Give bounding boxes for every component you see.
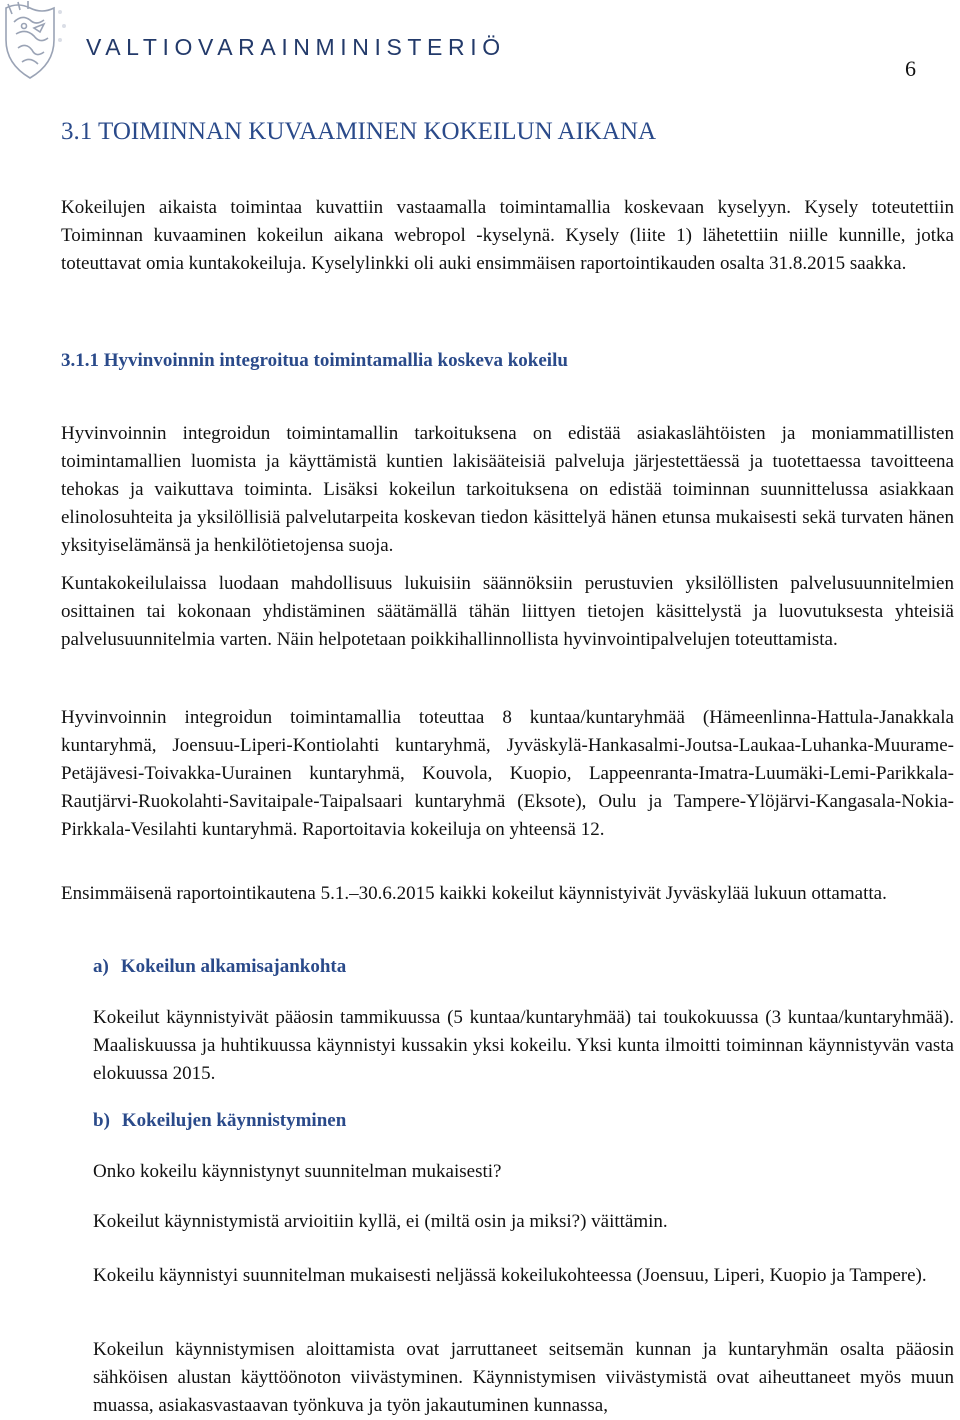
list-item-paragraph: Kokeilut käynnistymistä arvioitiin kyllä, ei (miltä osin ja miksi?) väittämin. [93,1211,668,1232]
body-paragraph: Hyvinvoinnin integroidun toimintamallin tarkoituksena on edistää asiakaslähtöisten ja moniammatillisten toimintamallien luomista ja käyttämistä kuntien lakisääteisiä palveluja järjestettäessä ja tuotettaessa tavoitteena tehokas ja vaikuttava toiminta. Lisäksi kokeilun tarkoituksena on edistää toiminnan suunnittelussa asiakkaan elinolosuhteita ja yksilöllisiä palvelutarpeita koskevan tiedon käsittelyä hänen etunsa mukaisesti sekä turvaten hänen yksityiselämänsä ja henkilötietojensa suoja. [61,423,954,556]
list-heading-text: Kokeilujen käynnistyminen [121,1110,347,1131]
list-heading-a [93,956,346,978]
list-marker: a) [93,956,109,977]
section-heading: 3.1 TOIMINNAN KUVAAMINEN KOKEILUN AIKANA [61,118,657,145]
list-item-paragraph: Kokeilu käynnistyi suunnitelman mukaisesti neljässä kokeilukohteessa (Joensuu, Liperi, Kuopio ja Tampere). [93,1265,927,1286]
body-paragraph: Ensimmäisenä raportointikautena 5.1.–30.6.2015 kaikki kokeilut käynnistyivät Jyväskylää lukuun ottamatta. [61,883,887,904]
body-paragraph: Kuntakokeilulaissa luodaan mahdollisuus lukuisiin säännöksiin perustuvien yksilöllisten palvelusuunnitelmien osittainen tai kokonaan yhdistäminen säätämällä tähän liittyen tietojen käsittelystä ja luovutuksesta yhteisiä palvelusuunnitelmia varten. Näin helpotetaan poikkihallinnollista hyvinvointipalvelujen toteuttamista. [61,573,954,650]
body-paragraph: Hyvinvoinnin integroidun toimintamallia toteuttaa 8 kuntaa/kuntaryhmää (Hämeenlinna-Hattula-Janakkala kuntaryhmä, Joensuu-Liperi-Kontiolahti kuntaryhmä, Jyväskylä-Hankasalmi-Joutsa-Laukaa-Luhanka-Muurame-Petäjävesi-Toivakka-Uurainen kuntaryhmä, Kouvola, Kuopio, Lappeenranta-Imatra-Luumäki-Lemi-Parikkala-Rautjärvi-Ruokolahti-Savitaipale-Taipalsaari kuntaryhmä (Eksote), Oulu ja Tampere-Ylöjärvi-Kangasala-Nokia-Pirkkala-Vesilahti kuntaryhmä. Raportoitavia kokeiluja on yhteensä 12. [61,707,954,840]
list-item-paragraph: Kokeilut käynnistyivät pääosin tammikuussa (5 kuntaa/kuntaryhmää) tai toukokuussa (3 kuntaa/kuntaryhmää). Maaliskuussa ja huhtikuussa käynnistyi kussakin yksi kokeilu. Yksi kunta ilmoitti toiminnan käynnistyvän vasta elokuussa 2015. [93,1007,954,1084]
lion-coat-of-arms-icon [0,0,80,84]
section-intro-paragraph: Kokeilujen aikaista toimintaa kuvattiin vastaamalla toimintamallia koskevaan kyselyyn. Kysely toteutettiin Toiminnan kuvaaminen kokeilun aikana webropol -kyselynä. Kysely (liite 1) lähetettiin niille kunnille, jotka toteuttavat omia kuntakokeiluja. Kyselylinkki oli auki ensimmäisen raportointikauden osalta 31.8.2015 saakka. [61,197,954,274]
subsection-heading: 3.1.1 Hyvinvoinnin integroitua toimintamallia koskeva kokeilu [61,350,568,371]
list-item-paragraph: Onko kokeilu käynnistynyt suunnitelman mukaisesti? [93,1161,502,1182]
page-number: 6 [905,56,916,81]
ministry-name: VALTIOVARAINMINISTERIÖ [86,34,506,60]
coat-of-arms-logo [0,0,80,84]
list-heading-b [93,1110,346,1132]
list-marker: b) [93,1110,110,1131]
list-item-paragraph: Kokeilun käynnistymisen aloittamista ovat jarruttaneet seitsemän kunnan ja kuntaryhmän osalta pääosin sähköisen alustan käyttöönoton viivästyminen. Käynnistymisen viivästymistä ovat aiheuttaneet myös muun muassa, asiakasvastaavan työnkuva ja työn jakautuminen kunnassa, [93,1339,954,1416]
list-heading-text: Kokeilun alkamisajankohta [120,956,347,977]
